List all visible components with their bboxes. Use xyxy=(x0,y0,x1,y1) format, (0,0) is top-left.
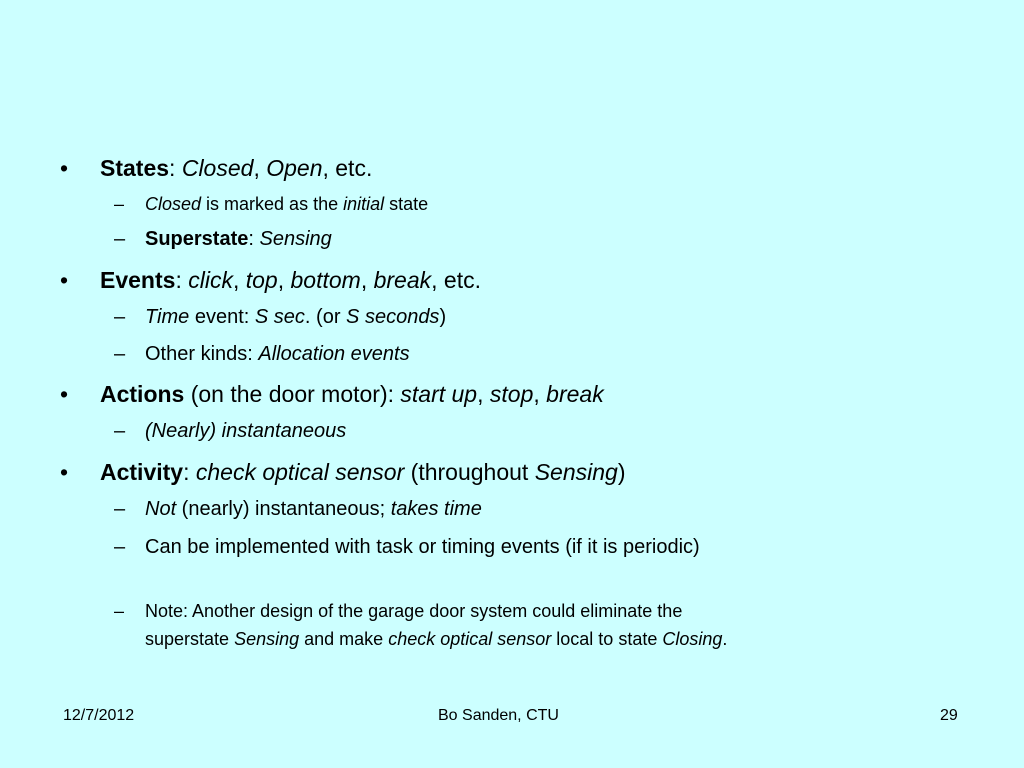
sub-time-event: – Time event: S sec. (or S seconds) xyxy=(114,306,447,328)
dash-marker: – xyxy=(114,306,126,328)
dash-marker: – xyxy=(114,536,126,558)
footer-date: 12/7/2012 xyxy=(63,707,135,724)
bullet-states: • States: Closed, Open, etc. xyxy=(60,155,373,181)
bullet-events: • Events: click, top, bottom, break, etc. xyxy=(60,267,482,293)
footer-page-number: 29 xyxy=(940,707,958,724)
bullet-marker: • xyxy=(60,459,69,485)
dash-marker: – xyxy=(114,228,126,250)
actions-heading: Actions xyxy=(100,381,185,407)
bullet-marker: • xyxy=(60,381,69,407)
sub-other-kinds: – Other kinds: Allocation events xyxy=(114,343,410,365)
dash-marker: – xyxy=(114,498,126,520)
sub-implemented-with-task: – Can be implemented with task or timing events (if it is periodic) xyxy=(114,536,700,558)
bullet-activity: • Activity: check optical sensor (throughout Sensing) xyxy=(60,459,626,485)
activity-heading: Activity xyxy=(100,459,184,485)
state-closed: Closed xyxy=(181,155,254,181)
sub-not-instantaneous: – Not (nearly) instantaneous; takes time xyxy=(114,498,482,520)
note-line-2: superstate Sensing and make check optical sensor local to state Closing. xyxy=(145,629,728,649)
dash-marker: – xyxy=(114,601,125,621)
states-heading: States xyxy=(100,155,170,181)
dash-marker: – xyxy=(114,343,126,365)
bullet-marker: • xyxy=(60,267,69,293)
dash-marker: – xyxy=(114,420,126,442)
sub-nearly-instantaneous: – (Nearly) instantaneous xyxy=(114,420,347,442)
events-heading: Events xyxy=(100,267,176,293)
bullet-actions: • Actions (on the door motor): start up, stop, break xyxy=(60,381,604,407)
bullet-marker: • xyxy=(60,155,69,181)
sub-closed-initial: – Closed is marked as the initial state xyxy=(114,194,429,214)
sub-superstate: – Superstate: Sensing xyxy=(114,228,332,250)
footer-author: Bo Sanden, CTU xyxy=(438,707,559,724)
dash-marker: – xyxy=(114,194,125,214)
state-open: Open xyxy=(266,155,323,181)
note-line-1: – Note: Another design of the garage door system could eliminate the xyxy=(114,601,683,621)
